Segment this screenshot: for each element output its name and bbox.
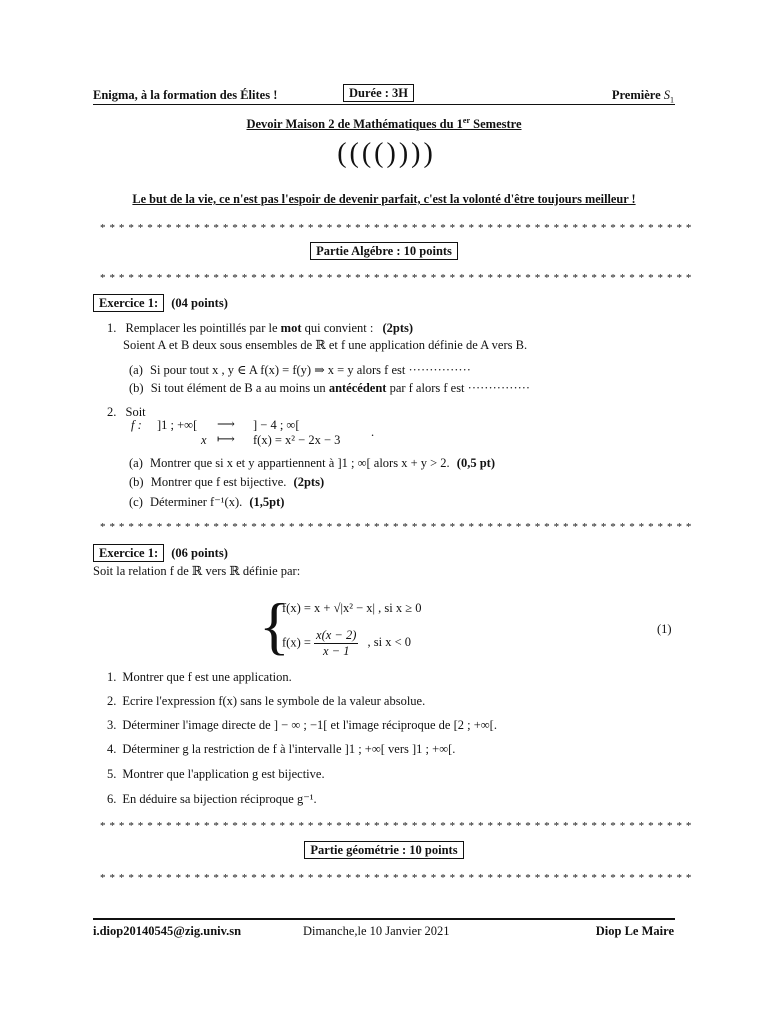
list-item: [107, 718, 497, 733]
list-item-text: Ecrire l'expression f(x) sans le symbole de la valeur absolue.: [122, 694, 426, 708]
list-item-text: Déterminer l'image directe de ] − ∞ ; −1[ et l'image réciproque de [2 ; +∞[.: [122, 718, 497, 732]
ex1-q2a: [129, 456, 495, 471]
equation-number: (1): [657, 622, 672, 636]
q1b-label: (b): [129, 381, 144, 395]
piecewise-brace: {: [259, 590, 290, 661]
exercise-2-intro: Soit la relation f de ℝ vers ℝ définie par:: [93, 564, 301, 578]
list-item-number: 2.: [107, 694, 117, 708]
case2-fraction: [314, 628, 358, 659]
geometry-title: Partie géométrie : 10 points: [304, 841, 463, 859]
class-letter: S: [663, 88, 670, 102]
map-domain: ]1 ; +∞[: [157, 418, 198, 432]
q1-number: 1.: [107, 321, 117, 335]
exercise-2-points: (06 points): [171, 546, 228, 560]
title-sup: er: [462, 116, 471, 125]
q2a-points: (0,5 pt): [456, 456, 495, 470]
header-school: Enigma, à la formation des Élites !: [93, 88, 278, 102]
q1-text-a: Remplacer les pointillés par le: [125, 321, 281, 335]
separator-stars: * * * * * * * * * * * * * * * * * * * * * * * * * * * * * * * * * * * * * * * * * * * * * * * * * * * * * * * * * * * * * * *: [100, 820, 692, 832]
q1a-label: (a): [129, 363, 143, 377]
ex1-q1-context: Soient A et B deux sous ensembles de ℝ et f une application définie de A vers B.: [123, 338, 528, 352]
ex1-q1: [107, 321, 413, 336]
q1-text-b: mot: [280, 321, 302, 335]
q2b-text: Montrer que f est bijective.: [150, 475, 287, 489]
duration-label: Durée : 3H: [343, 84, 414, 102]
case2-lhs: f(x) =: [282, 635, 311, 650]
title-prefix: Devoir Maison 2 de Mathématiques du 1: [246, 117, 463, 132]
q1-points: (2pts): [382, 321, 414, 335]
q2b-label: (b): [129, 475, 144, 489]
exercise-1-title: Exercice 1:: [93, 294, 164, 312]
q2b-points: (2pts): [293, 475, 325, 489]
map-mapsto: ⟼: [217, 432, 235, 446]
list-item-number: 5.: [107, 767, 117, 781]
list-item-number: 4.: [107, 742, 117, 756]
map-dot: .: [371, 425, 375, 439]
exercise-2-heading: [93, 546, 228, 561]
class-sub: 1: [670, 95, 674, 105]
list-item-text: En déduire sa bijection réciproque g⁻¹.: [122, 792, 317, 806]
list-item: [107, 767, 325, 782]
list-item: [107, 791, 317, 807]
exercise-1-heading: [93, 296, 228, 311]
title-suffix: Semestre: [470, 117, 522, 132]
list-item: [107, 694, 425, 709]
footer-rule: [93, 918, 675, 920]
q1b-text-a: Si tout élément de B a au moins un: [150, 381, 329, 395]
q2a-text: Montrer que si x et y appartiennent à ]1 ; ∞[ alors x + y > 2.: [150, 456, 450, 470]
case2-denominator: x − 1: [322, 644, 350, 658]
motto-quote: Le but de la vie, ce n'est pas l'espoir de devenir parfait, c'est la volonté d'être toujours meilleur !: [132, 192, 636, 206]
footer-email: i.diop20140545@zig.univ.sn: [93, 924, 242, 938]
map-rule: f(x) = x² − 2x − 3: [253, 433, 341, 447]
q1b-text-c: par f alors f est ···············: [386, 381, 531, 395]
duration-box: [343, 86, 414, 101]
map-x: x: [201, 433, 207, 447]
q2c-label: (c): [129, 495, 143, 509]
q2-soit: Soit: [125, 405, 146, 419]
exercise-1-points: (04 points): [171, 296, 228, 310]
piecewise-case-2: [282, 628, 411, 659]
case2-numerator: x(x − 2): [316, 628, 357, 642]
exercise-2-title: Exercice 1:: [93, 544, 164, 562]
algebra-section: [0, 244, 768, 259]
list-item-text: Déterminer g la restriction de f à l'intervalle ]1 ; +∞[ vers ]1 ; +∞[.: [122, 742, 456, 756]
q2c-text: Déterminer f⁻¹(x).: [150, 495, 243, 509]
q2a-label: (a): [129, 456, 143, 470]
map-arrow: ⟶: [217, 417, 235, 431]
list-item: [107, 742, 455, 757]
list-item-number: 1.: [107, 670, 117, 684]
separator-stars: * * * * * * * * * * * * * * * * * * * * * * * * * * * * * * * * * * * * * * * * * * * * * * * * * * * * * * * * * * * * * * *: [100, 272, 692, 284]
separator-stars: * * * * * * * * * * * * * * * * * * * * * * * * * * * * * * * * * * * * * * * * * * * * * * * * * * * * * * * * * * * * * * *: [100, 222, 692, 234]
ex1-q2b: [129, 475, 324, 490]
ex1-q2c: [129, 494, 284, 510]
header-rule: [93, 104, 675, 105]
class-prefix: Première: [611, 88, 664, 102]
q1a-text: Si pour tout x , y ∈ A f(x) = f(y) ⇒ x = y alors f est ···············: [150, 363, 471, 377]
ex1-q1a: [129, 362, 471, 378]
header-class: [612, 88, 674, 105]
map-codomain: ] − 4 ; ∞[: [253, 418, 300, 432]
footer-author: Diop Le Maire: [595, 924, 674, 938]
map-f-label: f :: [131, 418, 142, 432]
q1-text-c: qui convient :: [301, 321, 374, 335]
q1b-text-b: antécédent: [328, 381, 387, 395]
list-item-text: Montrer que f est une application.: [122, 670, 292, 684]
list-item: [107, 670, 292, 685]
q2-number: 2.: [107, 405, 117, 419]
case2-condition: , si x < 0: [367, 635, 412, 650]
footer-date: Dimanche,le 10 Janvier 2021: [303, 924, 450, 938]
page-title: [0, 116, 768, 132]
q2c-points: (1,5pt): [249, 495, 285, 509]
parenthesis-ornament: ( ( ( ( ) ) ) ): [337, 138, 431, 169]
separator-stars: * * * * * * * * * * * * * * * * * * * * * * * * * * * * * * * * * * * * * * * * * * * * * * * * * * * * * * * * * * * * * * *: [100, 521, 692, 533]
piecewise-case-1: f(x) = x + √|x² − x| , si x ≥ 0: [282, 601, 422, 615]
ex1-q1b: [129, 381, 530, 396]
geometry-section: [0, 843, 768, 858]
list-item-number: 6.: [107, 792, 117, 806]
list-item-number: 3.: [107, 718, 117, 732]
list-item-text: Montrer que l'application g est bijective.: [122, 767, 325, 781]
algebra-title: Partie Algébre : 10 points: [310, 242, 458, 260]
separator-stars: * * * * * * * * * * * * * * * * * * * * * * * * * * * * * * * * * * * * * * * * * * * * * * * * * * * * * * * * * * * * * * *: [100, 872, 692, 884]
